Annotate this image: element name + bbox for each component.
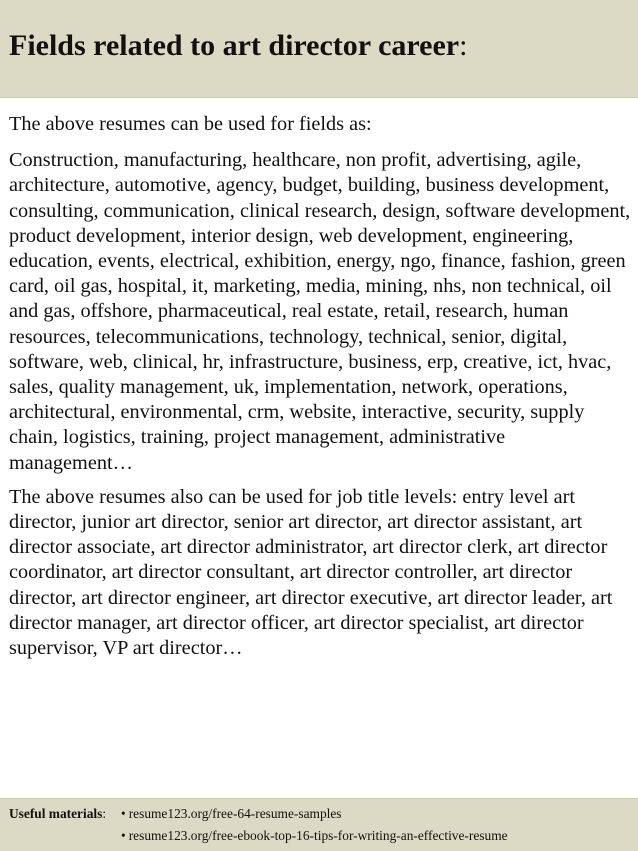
page-title-text: Fields related to art director career [9,29,460,62]
bullet-icon: • [121,828,126,843]
main-content [9,112,634,661]
page-title-colon: : [459,29,468,62]
intro-text: The above resumes can be used for fields as: [9,113,372,135]
footer-link-text[interactable]: resume123.org/free-64-resume-samples [128,806,342,821]
footer-link-ebook-tips[interactable] [121,825,508,846]
useful-materials-label-colon: : [102,806,107,821]
bullet-icon: • [121,806,126,821]
footer-band [0,798,638,851]
useful-materials-label [9,803,106,824]
page-title [9,28,467,64]
header-band [0,0,638,98]
footer-link-resume-samples[interactable] [121,803,342,824]
job-levels-text: The above resumes also can be used for job title levels: entry level art director, junior art director, senior art director, art director assistant, art director associate, art director administrator, art director clerk, art director coordinator, art director consultant, art director controller, art director director, art director engineer, art director executive, art director leader, art director manager, art director officer, art director specialist, art director supervisor, VP art director… [9,485,613,660]
useful-materials-label-text: Useful materials [9,806,103,821]
fields-list-text: Construction, manufacturing, healthcare, non profit, advertising, agile, architecture, automotive, agency, budget, building, business development, consulting, communication, clinical research, design, software development, product development, interior design, web development, engineering, education, events, electrical, exhibition, energy, ngo, finance, fashion, green card, oil gas, hospital, it, marketing, media, mining, nhs, non technical, oil and gas, offshore, pharmaceutical, real estate, retail, research, human resources, telecommunications, technology, technical, senior, digital, software, web, clinical, hr, infrastructure, business, erp, creative, ict, hvac, sales, quality management, uk, implementation, network, operations, architectural, environmental, crm, website, interactive, security, supply chain, logistics, training, project management, administrative management… [9,149,631,474]
footer-link-text[interactable]: resume123.org/free-ebook-top-16-tips-for-writing-an-effective-resume [128,828,508,843]
